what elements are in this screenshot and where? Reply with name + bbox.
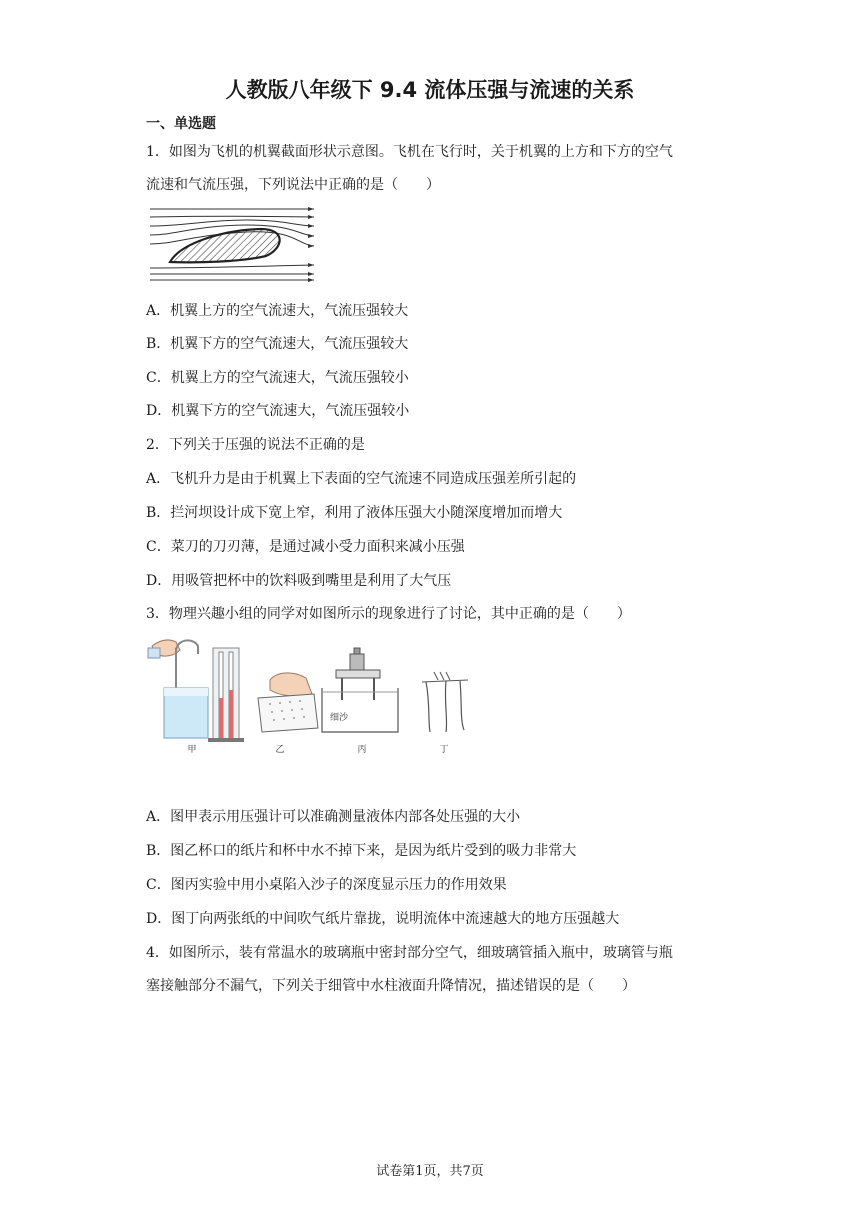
q4-stem-line1: 4．如图所示，装有常温水的玻璃瓶中密封部分空气，细玻璃管插入瓶中，玻璃管与瓶 (146, 945, 673, 961)
q1-option-b: B．机翼下方的空气流速大，气流压强较大 (146, 336, 409, 352)
fig-label-yi: 乙 (275, 745, 285, 755)
fig-label-ding: 丁 (439, 745, 449, 755)
pressure-experiments-figure (146, 632, 476, 758)
fig-label-jia: 甲 (187, 745, 197, 755)
fig-ding-paper-sheets (422, 672, 468, 732)
q3-option-d: D．图丁向两张纸的中间吹气纸片靠拢，说明流体中流速越大的地方压强越大 (146, 911, 620, 927)
q1-option-d: D．机翼下方的空气流速大，气流压强较小 (146, 403, 410, 419)
page-title: 人教版八年级下 9.4 流体压强与流速的关系 (225, 78, 635, 102)
page-footer: 试卷第1页，共7页 (376, 1164, 484, 1179)
section-heading: 一、单选题 (146, 116, 216, 132)
q1-option-c: C．机翼上方的空气流速大，气流压强较小 (146, 370, 409, 386)
fig-label-bing: 丙 (357, 745, 367, 755)
fig-jia-pressure-gauge (148, 640, 244, 742)
q2-stem: 2．下列关于压强的说法不正确的是 (146, 437, 365, 453)
q3-stem: 3．物理兴趣小组的同学对如图所示的现象进行了讨论，其中正确的是（ ） (146, 606, 631, 622)
q3-option-c: C．图丙实验中用小桌陷入沙子的深度显示压力的作用效果 (146, 877, 507, 893)
wing-airflow-figure (146, 204, 318, 286)
q2-option-b: B．拦河坝设计成下宽上窄，利用了液体压强大小随深度增加而增大 (146, 505, 563, 521)
q2-option-a: A．飞机升力是由于机翼上下表面的空气流速不同造成压强差所引起的 (146, 471, 577, 487)
q2-option-d: D．用吸管把杯中的饮料吸到嘴里是利用了大气压 (146, 573, 452, 589)
q1-option-a: A．机翼上方的空气流速大，气流压强较大 (146, 303, 409, 319)
q3-option-a: A．图甲表示用压强计可以准确测量液体内部各处压强的大小 (146, 809, 521, 825)
q4-stem-line2: 塞接触部分不漏气，下列关于细管中水柱液面升降情况，描述错误的是（ ） (146, 978, 636, 994)
fig-yi-cup-paper (258, 673, 318, 732)
sand-label: 细沙 (330, 713, 349, 723)
fig-bing-table-sand (322, 648, 398, 732)
q1-stem-line1: 1．如图为飞机的机翼截面形状示意图。飞机在飞行时，关于机翼的上方和下方的空气 (146, 144, 673, 160)
q3-option-b: B．图乙杯口的纸片和杯中水不掉下来，是因为纸片受到的吸力非常大 (146, 843, 577, 859)
q2-option-c: C．菜刀的刀刃薄，是通过减小受力面积来减小压强 (146, 539, 465, 555)
q1-stem-line2: 流速和气流压强，下列说法中正确的是（ ） (146, 177, 440, 193)
